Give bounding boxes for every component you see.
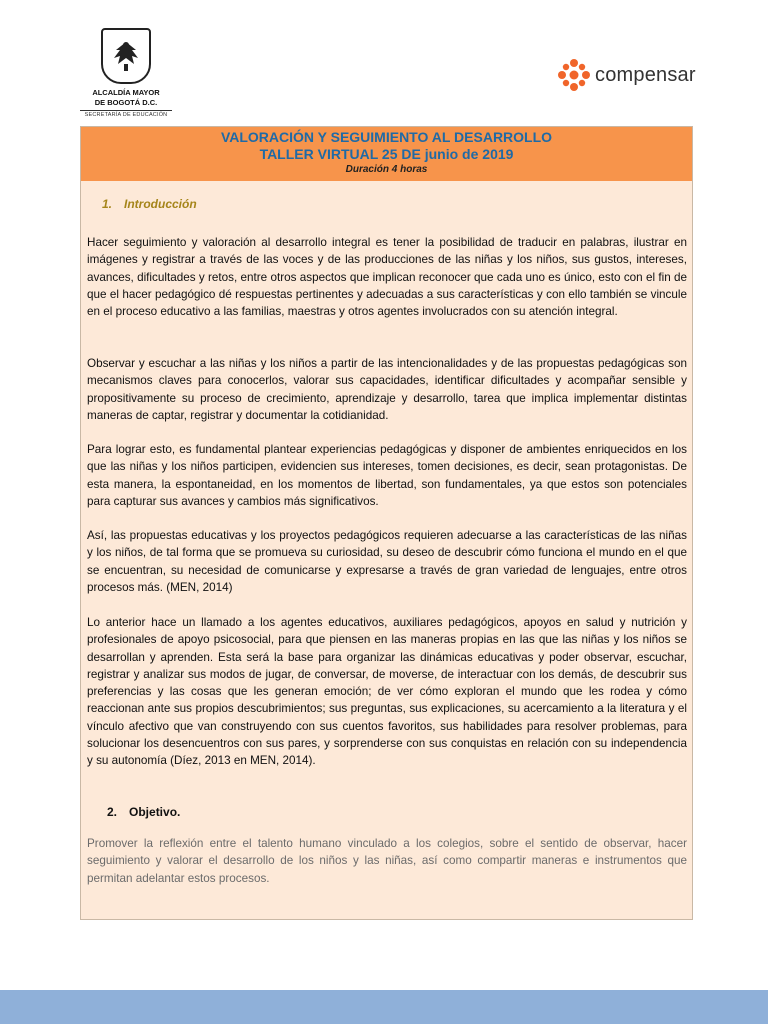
compensar-symbol-icon [557,58,591,92]
alcaldia-line2: DE BOGOTÁ D.C. [94,98,158,107]
section-number: 1. [102,197,113,211]
duration-label: Duración 4 horas [345,164,428,175]
section-title: Introducción [124,197,197,211]
section-heading-intro [102,197,209,211]
section-number: 2. [107,805,118,819]
paragraph-4: Así, las propuestas educativas y los proyectos pedagógicos requieren adecuarse a las características de las niñas y los niños, de tal forma que se promueva su curiosidad, su deseo de descubrir cómo funciona el mundo en el que se encuentran, su necesidad de comunicarse y expresarse a través de gran variedad de lenguajes, entre otros procesos más. (MEN, 2014) [87,529,687,594]
paragraph-2: Observar y escuchar a las niñas y los niños a partir de las intencionalidades y de las propuestas pedagógicas son mecanismos claves para conocerlos, valorar sus capacidades, identificar dificultades y acompañar sensible y propositivamente su proceso de crecimiento, aprendizaje y desarrollo, tarea que implica implementar distintas maneras de captar, registrar y documentar la cotidianidad. [87,357,687,422]
title-line2: TALLER VIRTUAL 25 DE junio de 2019 [259,146,514,162]
paragraph-1: Hacer seguimiento y valoración al desarrollo integral es tener la posibilidad de traducir en palabras, ilustrar en imágenes y registrar a través de las voces y de las producciones de las niñas y los niños, sus gustos, intereses, avances, dificultades y retos, entre otros aspectos que implican reconocer que cada uno es único, esto con el fin de que el hacer pedagógico dé respuestas pertinentes y adecuadas a sus características y con ello también se vincule en el proceso educativo a las familias, maestras y otros agentes involucrados con su atención integral. [87,236,687,319]
alcaldia-line3: SECRETARÍA DE EDUCACIÓN [84,112,168,118]
section-title: Objetivo. [129,805,181,819]
paragraph-5: Lo anterior hace un llamado a los agentes educativos, auxiliares pedagógicos, apoyos en salud y nutrición y profesionales de apoyo psicosocial, para que piensen en las maneras propias en las que las niñas y los niños se desarrollan y aprenden. Esta será la base para organizar las dinámicas educativas y poder observar, escuchar, registrar y analizar sus modos de jugar, de conversar, de moverse, de interactuar con los demás, de descubrir sus preferencias y las cosas que les generan emoción; de ver cómo exploran el mundo que les rodea y cómo reaccionan ante sus propios descubrimientos; sus preguntas, sus explicaciones, su acercamiento a la literatura y el vínculo afectivo que van construyendo con sus cuentos favoritos, sus habilidades para resolver problemas, para solucionar los desencuentros con sus pares, y sorprenderse con sus conquistas en relación con su independencia y su autonomía (Díez, 2013 en MEN, 2014). [87,616,687,768]
compensar-wordmark: compensar [595,63,696,86]
objective-paragraph: Promover la reflexión entre el talento humano vinculado a los colegios, sobre el sentido de observar, hacer seguimiento y valorar el desarrollo de los niños y las niñas, así como compartir maneras e instrumentos que permitan adelantar estos procesos. [87,837,687,885]
title-line1: VALORACIÓN Y SEGUIMIENTO AL DESARROLLO [220,129,553,145]
footer-bar [0,990,768,1024]
compensar-logo [557,58,696,92]
alcaldia-logo [80,28,172,118]
alcaldia-line1: ALCALDÍA MAYOR [92,88,160,97]
title-band [81,127,692,181]
paragraph-3: Para lograr esto, es fundamental plantear experiencias pedagógicas y disponer de ambientes enriquecidos en los que las niñas y los niños participen, evidencien sus intereses, tomen decisiones, es decir, sean protagonistas. De esta manera, la espontaneidad, en los momentos de libertad, son fundamentales, ya que estos son potenciales para capturar sus avances y cambios más significativos. [87,443,687,508]
logo-divider [80,110,172,111]
coat-of-arms-icon [101,28,151,84]
section-heading-objective [107,805,192,819]
